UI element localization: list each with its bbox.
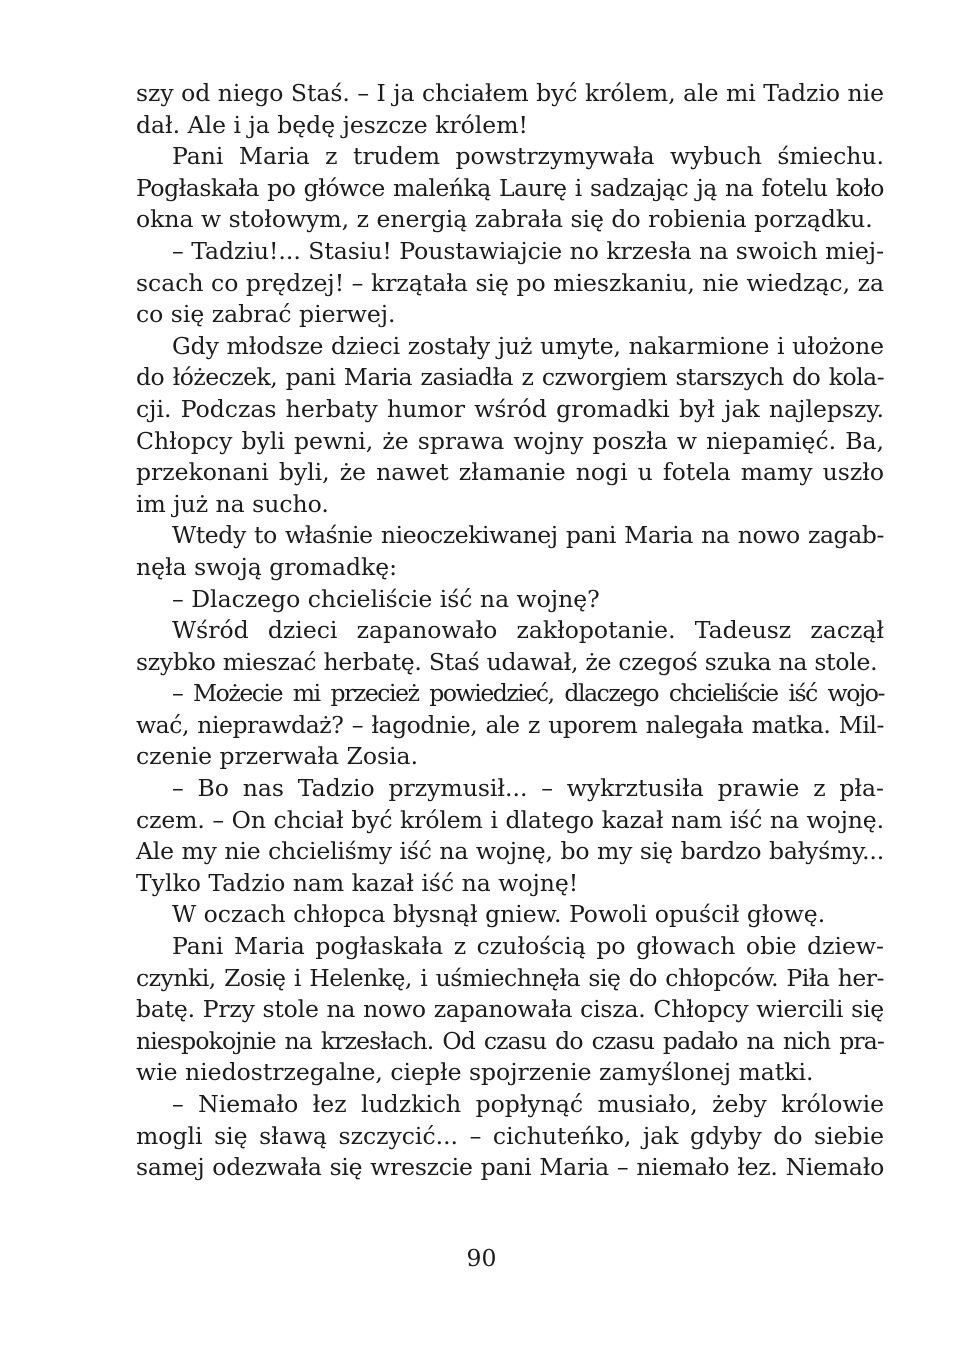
text-line: nęła swoją gromadkę: [136,552,398,581]
text-line: Chłopcy byli pewni, że sprawa wojny poszła w niepamięć. Ba, [136,426,884,455]
text-line: im już na sucho. [136,489,329,518]
text-line: szybko mieszać herbatę. Staś udawał, że czegoś szuka na stole. [136,647,878,676]
text-line: samej odezwała się wreszcie pani Maria – niemało łez. Niemało [136,1153,884,1182]
text-line: Wśród dzieci zapanowało zakłopotanie. Tadeusz zaczął [172,616,884,645]
text-line: batę. Przy stole na nowo zapanowała cisza. Chłopcy wiercili się [136,995,884,1024]
text-line: dał. Ale i ja będę jeszcze królem! [136,110,528,139]
text-line: czenie przerwała Zosia. [136,742,419,771]
text-line: Pani Maria z trudem powstrzymywała wybuch śmiechu. [172,142,884,171]
page-number: 90 [466,1244,497,1272]
text-line: co się zabrać pierwej. [136,300,396,329]
text-line: – Możecie mi przecież powiedzieć, dlaczego chcieliście iść wojo- [172,679,884,708]
text-line: niespokojnie na krzesłach. Od czasu do czasu padało na nich pra- [136,1026,884,1055]
text-line: czynki, Zosię i Helenkę, i uśmiechnęła się do chłopców. Piła her- [136,963,884,992]
text-line: okna w stołowym, z energią zabrała się do robienia porządku. [136,205,873,234]
text-line: mogli się sławą szczycić... – cichuteńko, jak gdyby do siebie [136,1121,884,1150]
text-line: – Dlaczego chcieliście iść na wojnę? [172,584,600,613]
text-line: Gdy młodsze dzieci zostały już umyte, nakarmione i ułożone [172,331,884,360]
text-line: – Bo nas Tadzio przymusił... – wykrztusiła prawie z pła- [172,774,884,803]
text-line: Pani Maria pogłaskała z czułością po głowach obie dziew- [172,932,884,961]
text-line: cji. Podczas herbaty humor wśród gromadki był jak najlepszy. [136,394,884,423]
text-line: – Niemało łez ludzkich popłynąć musiało, żeby królowie [172,1090,884,1118]
text-line: wać, nieprawdaż? – łagodnie, ale z uporem nalegała matka. Mil- [136,710,884,739]
text-line: – Tadziu!... Stasiu! Poustawiajcie no krzesła na swoich miej- [172,236,884,265]
text-line: czem. – On chciał być królem i dlatego kazał nam iść na wojnę. [136,805,884,834]
text-line: Wtedy to właśnie nieoczekiwanej pani Maria na nowo zagab- [172,521,884,550]
text-line: scach co prędzej! – krzątała się po mieszkaniu, nie wiedząc, za [136,268,884,297]
text-line: W oczach chłopca błysnął gniew. Powoli opuścił głowę. [172,900,826,929]
text-line: Pogłaskała po główce maleńką Laurę i sadzając ją na fotelu koło [136,173,884,202]
text-line: do łóżeczek, pani Maria zasiadła z czworgiem starszych do kola- [136,363,884,392]
text-line: wie niedostrzegalne, ciepłe spojrzenie zamyślonej matki. [136,1058,814,1087]
body-text [136,78,884,1184]
text-line: Tylko Tadzio nam kazał iść na wojnę! [136,868,579,897]
text-line: szy od niego Staś. – I ja chciałem być królem, ale mi Tadzio nie [136,79,884,107]
text-line: Ale my nie chcieliśmy iść na wojnę, bo my się bardzo bałyśmy... [136,837,884,866]
text-line: przekonani byli, że nawet złamanie nogi u fotela mamy uszło [136,458,884,487]
